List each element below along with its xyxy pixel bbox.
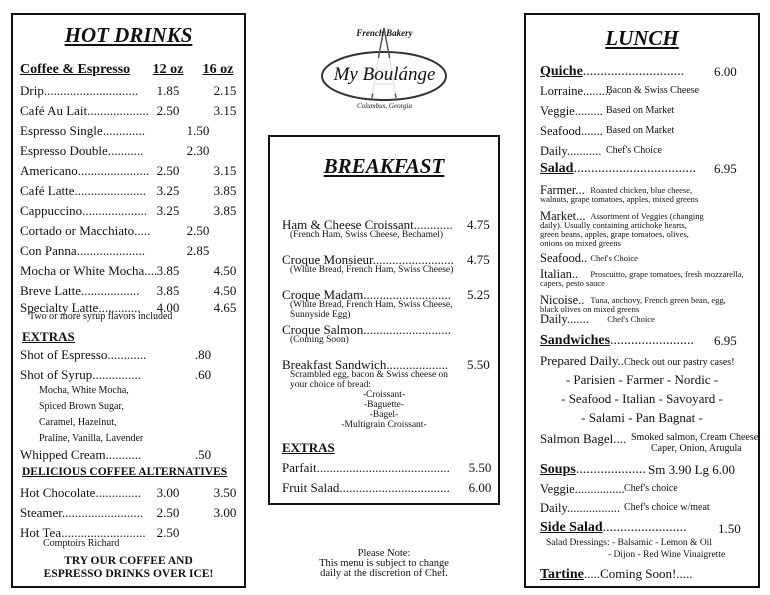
breakfast-item-desc: your choice of bread:	[290, 380, 371, 390]
tartine-text	[540, 566, 693, 583]
drink-price-16: 3.15	[213, 103, 237, 118]
drink-name: Drip.............................	[20, 83, 139, 98]
drink-price-12: 1.50	[186, 123, 210, 138]
hot-extras-header: EXTRAS	[22, 329, 75, 344]
sandwich-line: - Seafood - Italian - Savoyard -	[561, 391, 723, 406]
drink-name: Specialty Latte.............	[20, 300, 141, 315]
drink-price-16: 2.15	[213, 83, 237, 98]
drink-price-16: 4.50	[213, 283, 237, 298]
salad-dots: ...................................	[573, 161, 696, 176]
sandwiches-header	[540, 333, 694, 349]
quiche-item-desc: Bacon & Swiss Cheese	[606, 85, 700, 96]
logo-top-text: French Bakery	[356, 28, 413, 38]
breakfast-item-desc: -Croissant-	[362, 390, 406, 400]
alt-name: Hot Chocolate..............	[20, 485, 141, 500]
bf-extra-price: 6.00	[468, 480, 492, 495]
note-line: daily at the discretion of Chef.	[320, 568, 448, 579]
soup-item-name: Daily.................	[540, 501, 621, 515]
hot-drinks-panel	[11, 13, 246, 588]
soups-price: Sm 3.90 Lg 6.00	[648, 462, 736, 477]
lunch-title: LUNCH	[605, 26, 679, 50]
drink-name: Café Au Lait...................	[20, 103, 149, 118]
drink-name: Cortado or Macchiato.....	[20, 223, 151, 238]
salad-item-desc: daily). Usually containing artichoke hearts,	[540, 220, 687, 230]
sandwiches-dots: ........................	[610, 333, 695, 348]
syrup-flavor: Mocha, White Mocha,	[39, 385, 129, 396]
breakfast-item-desc: Scrambled egg, bacon & Swiss cheese on	[290, 370, 449, 380]
salmon-name: Salmon Bagel....	[540, 431, 627, 446]
soup-item-desc: Chef's choice	[624, 483, 678, 494]
salad-item-name: Nicoise..	[540, 293, 585, 307]
salad-item-desc: Tuna, anchovy, French green bean, egg,	[590, 295, 726, 305]
drink-price-12: 2.50	[156, 103, 180, 118]
drink-name: Espresso Single.............	[20, 123, 145, 138]
dressings-line: Salad Dressings: - Balsamic - Lemon & Oil	[546, 538, 712, 548]
dressings-line: - Dijon - Red Wine Vinaigrette	[608, 550, 726, 560]
breakfast-item-name: Ham & Cheese Croissant............	[282, 217, 453, 232]
size-16oz: 16 oz	[202, 62, 234, 77]
hot-drinks-title: HOT DRINKS	[64, 23, 193, 47]
alt-price-16: 3.50	[213, 485, 237, 500]
breakfast-item-desc: (White Bread, French Ham, Swiss Cheese,	[290, 300, 453, 310]
note-line: This menu is subject to change	[319, 558, 449, 569]
syrup-flavor: Caramel, Hazelnut,	[39, 417, 117, 428]
salad-item-desc: walnuts, grape tomatoes, apples, mixed greens	[540, 194, 699, 204]
drink-name: Mocha or White Mocha....	[20, 263, 158, 278]
ice-footer-1: TRY OUR COFFEE AND	[64, 555, 193, 567]
syrup-flavor: Spiced Brown Sugar,	[39, 401, 124, 412]
breakfast-item-desc: (Coming Soon)	[290, 335, 349, 345]
syrup-note: Two or more syrup flavors included	[29, 311, 173, 322]
drink-price-12: 2.50	[156, 163, 180, 178]
logo	[312, 20, 457, 120]
lunch-panel	[524, 13, 760, 588]
prepared-name: Prepared Daily..	[540, 353, 624, 368]
drink-price-12: 3.25	[156, 203, 180, 218]
extra-name: Shot of Espresso............	[20, 347, 147, 362]
drink-name: Cappuccino....................	[20, 203, 148, 218]
quiche-item-name: Daily...........	[540, 144, 602, 158]
salad-item-desc: Chef's Choice	[607, 314, 655, 324]
drink-price-16: 3.85	[213, 183, 237, 198]
breakfast-item-price: 5.50	[467, 357, 490, 372]
breakfast-item-desc: Sunnyside Egg)	[290, 310, 351, 320]
breakfast-item-price: 4.75	[467, 217, 490, 232]
breakfast-item-price: 4.75	[467, 252, 490, 267]
soup-item-name: Veggie................	[540, 482, 625, 496]
salad-item-desc: Proscuitto, grape tomatoes, fresh mozzarella,	[590, 269, 744, 279]
salad-item-desc: Assortment of Veggies (changing	[590, 211, 704, 221]
quiche-dots: .............................	[582, 64, 685, 79]
salad-item-desc: green beans, apples, grape tomatoes, olives,	[540, 229, 689, 239]
quiche-item-name: Seafood.......	[540, 124, 603, 138]
soup-item-desc: Chef's choice w/meat	[624, 502, 710, 513]
extra-name: Shot of Syrup...............	[20, 367, 141, 382]
drink-price-16: 4.65	[213, 300, 237, 315]
breakfast-title: BREAKFAST	[323, 154, 445, 178]
extra-price: .80	[194, 347, 212, 362]
bf-extra-name: Fruit Salad..................................	[282, 480, 450, 495]
drink-name: Con Panna.....................	[20, 243, 145, 258]
drink-price-12: 1.85	[156, 83, 180, 98]
salad-header	[540, 161, 696, 177]
salmon-desc: Smoked salmon, Cream Cheese,	[631, 432, 761, 443]
drink-price-12: 2.85	[186, 243, 210, 258]
whipped-name: Whipped Cream...........	[20, 447, 142, 462]
sandwiches-label: Sandwiches	[540, 333, 611, 348]
breakfast-item-name: Croque Salmon...........................	[282, 322, 451, 337]
sandwich-line: - Salami - Pan Bagnat -	[581, 410, 703, 425]
drink-name: Americano......................	[20, 163, 150, 178]
salad-item-desc: black olives on mixed greens	[540, 304, 640, 314]
drink-price-12: 2.50	[186, 223, 210, 238]
alt-price-16: 3.00	[213, 505, 237, 520]
drink-name: Espresso Double...........	[20, 143, 144, 158]
ice-footer-2: ESPRESSO DRINKS OVER ICE!	[43, 568, 214, 580]
soups-header	[540, 462, 646, 478]
drink-name: Breve Latte..................	[20, 283, 140, 298]
alt-name: Steamer.........................	[20, 505, 144, 520]
drink-price-12: 3.85	[156, 263, 180, 278]
salad-item-desc: Chef's Choice	[590, 253, 638, 263]
side-salad-dots: ........................	[602, 520, 687, 535]
bf-extra-name: Parfait.........................................	[282, 460, 450, 475]
breakfast-item-desc: (White Bread, French Ham, Swiss Cheese)	[290, 265, 454, 275]
quiche-label: Quiche	[540, 64, 583, 79]
salad-price: 6.95	[714, 161, 737, 176]
logo-bottom-text: Columbus, Georgia	[357, 102, 412, 110]
salad-label: Salad	[540, 161, 574, 176]
breakfast-item-name: Breakfast Sandwich...................	[282, 357, 449, 372]
salad-item-name: Farmer...	[540, 183, 585, 197]
quiche-item-desc: Based on Market	[606, 105, 675, 116]
logo-name: My Boulánge	[333, 64, 436, 85]
prepared-text	[540, 353, 735, 369]
breakfast-item-name: Croque Madam...........................	[282, 287, 451, 302]
quiche-item-desc: Chef's Choice	[606, 145, 662, 156]
salmon-desc: Caper, Onion, Arugula	[651, 443, 742, 454]
note-line: Please Note:	[357, 548, 411, 559]
salad-item-name: Seafood..	[540, 251, 588, 265]
coffee-header: Coffee & Espresso	[20, 62, 131, 77]
prepared-desc: Check out our pastry cases!	[624, 357, 735, 368]
breakfast-extras-header: EXTRAS	[282, 440, 335, 455]
salad-item-desc: onions on mixed greens	[540, 238, 621, 248]
menu-note	[268, 549, 500, 579]
soups-dots: ....................	[575, 462, 646, 477]
quiche-item-name: Veggie.........	[540, 104, 603, 118]
drink-price-16: 3.15	[213, 163, 237, 178]
tea-note: Comptoirs Richard	[43, 538, 120, 549]
alt-price-12: 2.50	[156, 525, 180, 540]
extra-price: .60	[194, 367, 212, 382]
quiche-header	[540, 64, 684, 80]
salad-item-name: Market...	[540, 209, 586, 223]
drink-price-12: 3.25	[156, 183, 180, 198]
side-salad-price: 1.50	[718, 521, 741, 536]
sandwich-line: - Parisien - Farmer - Nordic -	[565, 372, 719, 387]
breakfast-item-desc: -Bagel-	[369, 410, 399, 420]
side-salad-label: Side Salad	[540, 520, 603, 535]
tartine-rest: .....Coming Soon!.....	[583, 566, 693, 581]
breakfast-item-desc: -Multigrain Croissant-	[341, 420, 427, 430]
salad-item-name: Italian..	[540, 267, 579, 281]
alt-price-12: 2.50	[156, 505, 180, 520]
drink-price-16: 4.50	[213, 263, 237, 278]
quiche-item-name: Lorraine.........	[540, 84, 612, 98]
breakfast-item-price: 5.25	[467, 287, 490, 302]
sandwiches-price: 6.95	[714, 333, 737, 348]
drink-price-12: 4.00	[156, 300, 180, 315]
soups-label: Soups	[540, 462, 576, 477]
alternatives-header: DELICIOUS COFFEE ALTERNATIVES	[22, 466, 228, 478]
bf-extra-price: 5.50	[468, 460, 492, 475]
salad-item-desc: Roasted chicken, blue cheese,	[590, 185, 693, 195]
breakfast-item-desc: -Baguette-	[363, 400, 405, 410]
salad-item-desc: capers, pesto sauce	[540, 278, 605, 288]
tartine-label: Tartine	[540, 567, 584, 582]
alt-price-12: 3.00	[156, 485, 180, 500]
drink-name: Café Latte......................	[20, 183, 146, 198]
salad-item-name: Daily.......	[540, 312, 589, 326]
breakfast-item-name: Croque Monsieur.........................	[282, 252, 454, 267]
syrup-flavor: Praline, Vanilla, Lavender	[39, 433, 144, 444]
drink-price-12: 3.85	[156, 283, 180, 298]
side-salad-header	[540, 520, 687, 536]
breakfast-panel	[268, 135, 500, 505]
drink-price-12: 2.30	[186, 143, 210, 158]
alt-name: Hot Tea..........................	[20, 525, 146, 540]
breakfast-item-desc: (French Ham, Swiss Cheese, Bechamel)	[290, 230, 444, 240]
size-12oz: 12 oz	[152, 62, 184, 77]
quiche-price: 6.00	[714, 64, 737, 79]
drink-price-16: 3.85	[213, 203, 237, 218]
whipped-price: .50	[194, 447, 212, 462]
quiche-item-desc: Based on Market	[606, 125, 675, 136]
